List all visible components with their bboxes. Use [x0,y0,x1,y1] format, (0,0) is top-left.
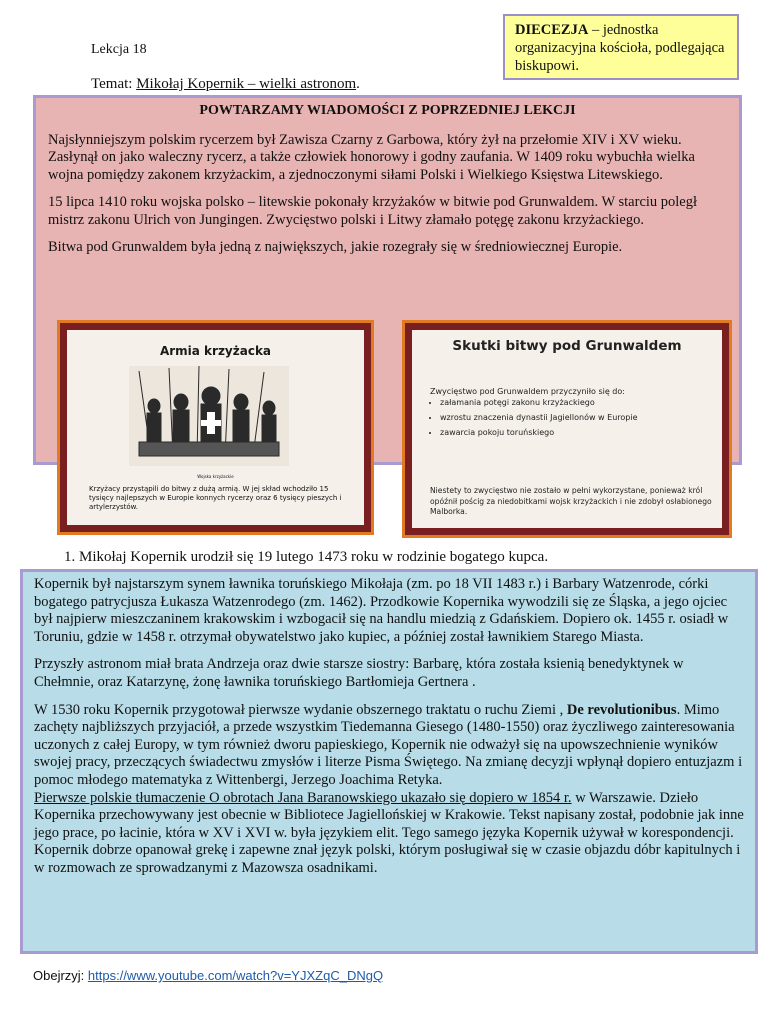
slide-battle-results-content [412,330,722,528]
numbered-item-1: 1. Mikołaj Kopernik urodził się 19 lutego 1473 roku w rodzinie bogatego kupca. [64,549,549,565]
slide-battle-results [402,320,732,538]
bio-paragraph-3 [34,702,745,878]
lesson-number: Lekcja 18 [91,42,147,57]
definition-box [503,14,739,80]
topic-title: Mikołaj Kopernik – wielki astronom [136,76,357,92]
knights-illustration [129,366,289,466]
list-item: • załamania potęgi zakonu krzyżackiego [440,397,712,408]
biography-box [20,569,758,954]
bio-paragraph-2: Przyszły astronom miał brata Andrzeja oraz dwie starsze siostry: Barbarę, która została ksienią benedyktynek w Chełmnie, oraz Katarzynę, żonę ławnika toruńskiego Bartłomieja Gertnera . [34,656,684,690]
slide-teutonic-army-content [67,330,364,525]
slide-teutonic-army-title: Armia krzyżacka [159,344,272,358]
slide-teutonic-army-caption: Wojska krzyżackie [197,474,234,479]
slide-battle-results-intro: Zwycięstwo pod Grunwaldem przyczyniło się do: [430,387,625,396]
slide-teutonic-army [57,320,374,535]
review-heading: POWTARZAMY WIADOMOŚCI Z POPRZEDNIEJ LEKCJI [199,103,576,118]
list-item: • zawarcia pokoju toruńskiego [440,427,712,438]
definition-term: DIECEZJA [515,22,589,38]
bio-paragraph-1: Kopernik był najstarszym synem ławnika toruńskiego Mikołaja (zm. po 18 VII 1483 r.) i Barbary Watzenrode, córki bogatego patrycjusza Łukasza Watzenrodego (zm. 1462). Przodkowie Kopernika wywodzili się ze Śląska, a jego ojciec był najpierw mieszczaninem krakowskim i wzbogacił się na handlu miedzią z Gdańskiem. Dopiero ok. 1455 r. osiadł w Toruniu, gdzie w 1458 r. otrzymał obywatelstwo jako kupiec, a później został ławnikiem Starego Miasta. [34,576,729,645]
review-paragraph-3: Bitwa pod Grunwaldem była jedną z największych, jakie rozegrały się w średniowiecznej Europie. [48,239,623,255]
review-paragraph-2: 15 lipca 1410 roku wojska polsko – litewskie pokonały krzyżaków w bitwie pod Grunwaldem. W starciu poległ mistrz zakonu Ulrich von Jungingen. Zwycięstwo polski i Litwy złamało potęgę zakonu krzyżackiego. [48,194,698,228]
video-link[interactable]: https://www.youtube.com/watch?v=YJXZqC_DNgQ [87,968,384,983]
bio-book-title: De revolutionibus [566,701,677,718]
slide-battle-results-note: Niestety to zwycięstwo nie zostało w pełni wykorzystane, ponieważ król opóźnił pościg za niedobitkami wojsk krzyżackich i nie zdobył osłabionego Malborka. [430,486,712,516]
slide-battle-results-title: Skutki bitwy pod Grunwaldem [452,338,682,354]
definition-text: – jednostka organizacyjna kościoła, podlegająca biskupowi. [515,22,725,74]
topic-end: . [356,76,360,92]
watch-line [33,968,383,983]
slide-battle-results-list [430,397,712,438]
topic-label: Temat: [91,76,133,92]
watch-label: Obejrzyj: [33,968,88,983]
slide-teutonic-army-text: Krzyżacy przystąpili do bitwy z dużą armią. W jej skład wchodziło 15 tysięcy najlepszych w Europie konnych rycerzy oraz 6 tysięcy pieszych i artylerzystów. [89,485,342,511]
topic-line [91,76,360,93]
bio-p4-rest: w Warszawie. Dzieło Kopernika przechowywany jest obecnie w Bibliotece Jagiellońskiej w Krakowie. Tekst napisany został, podobnie jak inne jego prace, po łacinie, która w XV i XVI w. była językiem elit. Tego samego języka Kopernik używał w korespondencji. Kopernik dobrze opanował grekę i zapewne znał język polski, którym posługiwał się w czasie objazdu dóbr kapitulnych i w rozmowach ze sprowadzanymi z Mazowsza osadnikami. [34,789,744,876]
review-paragraph-1: Najsłynniejszym polskim rycerzem był Zawisza Czarny z Garbowa, który żył na przełomie XIV i XV wieku. Zasłynął on jako waleczny rycerz, a także człowiek honorowy i godny zaufania. W 1409 roku wybuchła wielka wojna pomiędzy zakonem krzyżackim, a zjednoczonymi siłami Polski i Wielkiego Księstwa Litewskiego. [48,131,695,183]
list-item: • wzrostu znaczenia dynastii Jagiellonów w Europie [440,412,712,423]
bio-translation-note: Pierwsze polskie tłumaczenie O obrotach Jana Baranowskiego ukazało się dopiero w 1854 r. [34,789,572,806]
bio-p3-rest: . Mimo zachęty najbliższych przyjaciół, a przede wszystkim Tiedemanna Giesego (1480-1550) oraz życzliwego zainteresowania uczonych z całej Europy, w tym również dworu papieskiego, Kopernik nie odważył się na upowszechnienie wyników swojej pracy, przeczących świadectwu zmysłów i literze Pisma Świętego. Na zmianę decyzji wpłynął dopiero entuzjazm i pomoc młodego matematyka z Wittenbergi, Jerzego Joachima Retyka. [34,701,743,788]
slide-battle-results-body [430,386,712,442]
bio-p3-start: W 1530 roku Kopernik przygotował pierwsze wydanie obszernego traktatu o ruchu Ziemi , [34,701,567,718]
